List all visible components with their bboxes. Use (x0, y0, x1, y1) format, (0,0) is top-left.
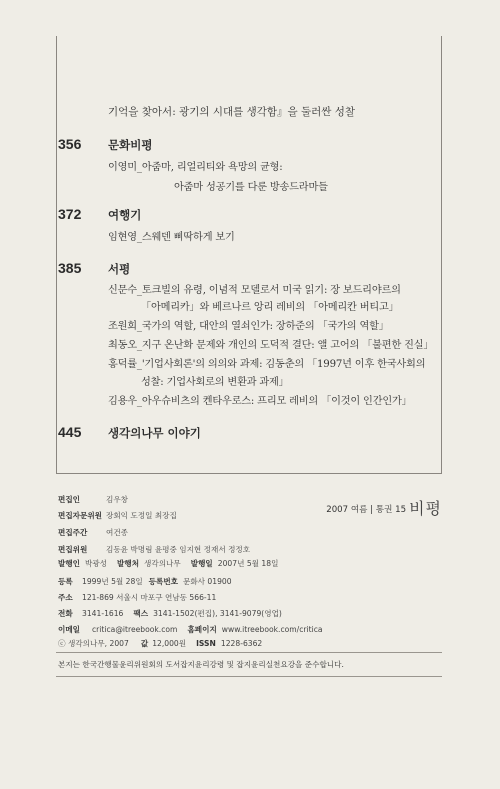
toc-entry: 신문수_토크빌의 유령, 이념적 모델로서 미국 읽기: 장 보드리야르의 (108, 285, 401, 296)
colophon-row (58, 544, 250, 555)
colophon-value: 생각의나무 (144, 559, 181, 568)
issn-value: 1228-6362 (220, 639, 263, 648)
toc-page-number: 356 (58, 136, 82, 152)
colophon-label: 발행인 (58, 559, 81, 568)
toc-entry: 「아메리카」와 베르나르 앙리 레비의 「아메리칸 버티고」 (141, 302, 399, 313)
colophon-value: 박광성 (85, 559, 108, 568)
colophon-label: 등록번호 (148, 577, 178, 586)
toc-entry: 조원희_국가의 역할, 대안의 열쇠인가: 장하준의 「국가의 역할」 (108, 321, 389, 332)
colophon-label: 발행일 (190, 559, 213, 568)
toc-section-title: 여행기 (108, 208, 142, 222)
colophon-label: 값 (140, 639, 149, 648)
colophon-row (58, 608, 282, 619)
toc-entry: 최동오_지구 온난화 문제와 개인의 도덕적 결단: 앨 고어의 「불편한 진실」 (108, 340, 434, 351)
colophon-row (58, 494, 128, 505)
colophon-value: 1999년 5월 28일 (82, 577, 143, 586)
copyright-text: ⓒ 생각의나무, 2007 (58, 639, 129, 648)
colophon-label: 주소 (58, 593, 73, 602)
colophon-label: ISSN (196, 639, 216, 648)
colophon-label: 이메일 (58, 625, 81, 634)
toc-entry: 아줌마 성공기를 다룬 방송드라마들 (174, 182, 328, 193)
issue-number: 2007 여름 | 통권 15 (326, 505, 407, 515)
ethics-notice: 본지는 한국간행물윤리위원회의 도서잡지윤리강령 및 잡지윤리실천요강을 준수합니다. (58, 660, 344, 669)
colophon-label: 편집위원 (58, 545, 88, 554)
colophon-label: 전화 (58, 609, 73, 618)
toc-section-title: 서평 (108, 262, 131, 276)
colophon-label: 팩스 (133, 609, 149, 618)
toc-section-title: 문화비평 (108, 138, 153, 152)
toc-entry: 성찰: 기업사회로의 변환과 과제」 (141, 377, 289, 388)
colophon-row (58, 624, 323, 635)
colophon-label: 편집인 (58, 495, 81, 504)
toc-entry: 이영미_아줌마, 리얼리티와 욕망의 균형: (108, 162, 283, 173)
homepage-value: www.itreebook.com/critica (221, 625, 323, 634)
colophon-value: 김동윤 박명림 윤평중 임지현 정재서 정정호 (106, 545, 251, 554)
colophon-value: 문화사 01900 (183, 577, 232, 586)
divider (56, 652, 442, 653)
colophon-label: 홈페이지 (187, 625, 217, 634)
toc-entry: 임현영_스웨덴 삐딱하게 보기 (108, 232, 235, 243)
colophon-value: 3141-1616 (82, 609, 124, 618)
toc-entry: 홍덕률_'기업사회론'의 의의와 과제: 김동춘의 「1997년 이후 한국사회의 (108, 359, 426, 370)
colophon-row (58, 592, 216, 603)
colophon-label: 등록 (58, 577, 73, 586)
email-value: critica@itreebook.com (92, 625, 178, 634)
colophon-label: 발행처 (117, 559, 140, 568)
toc-intro-line: 기억을 찾아서: 광기의 시대를 생각함』을 둘러싼 성찰 (108, 106, 356, 118)
toc-frame (56, 36, 442, 474)
colophon-row (58, 558, 278, 569)
colophon-row (58, 576, 232, 587)
colophon-value: 여건종 (106, 528, 129, 537)
colophon-label: 편집주간 (58, 528, 88, 537)
colophon-row (58, 510, 177, 521)
colophon-value: 장회익 도정일 최장집 (106, 511, 177, 520)
toc-page-number: 372 (58, 206, 82, 222)
toc-section-title: 생각의나무 이야기 (108, 426, 201, 440)
colophon-label: 편집자문위원 (58, 511, 103, 520)
toc-page-number: 385 (58, 260, 82, 276)
toc-page-number: 445 (58, 424, 82, 440)
colophon-value: 121-869 서울시 마포구 연남동 566-11 (82, 593, 217, 602)
colophon-value: 2007년 5월 18일 (217, 559, 279, 568)
colophon-value: 3141-1502(편집), 3141-9079(영업) (153, 609, 282, 618)
issue-info (326, 496, 442, 519)
colophon-row (58, 527, 128, 538)
toc-entry: 김용우_아우슈비츠의 켄타우로스: 프리모 레비의 「이것이 인간인가」 (108, 396, 412, 407)
colophon-row (58, 638, 262, 649)
colophon-value: 김우창 (106, 495, 129, 504)
divider (56, 676, 442, 677)
magazine-name: 비평 (409, 499, 442, 518)
price-value: 12,000원 (152, 639, 187, 648)
